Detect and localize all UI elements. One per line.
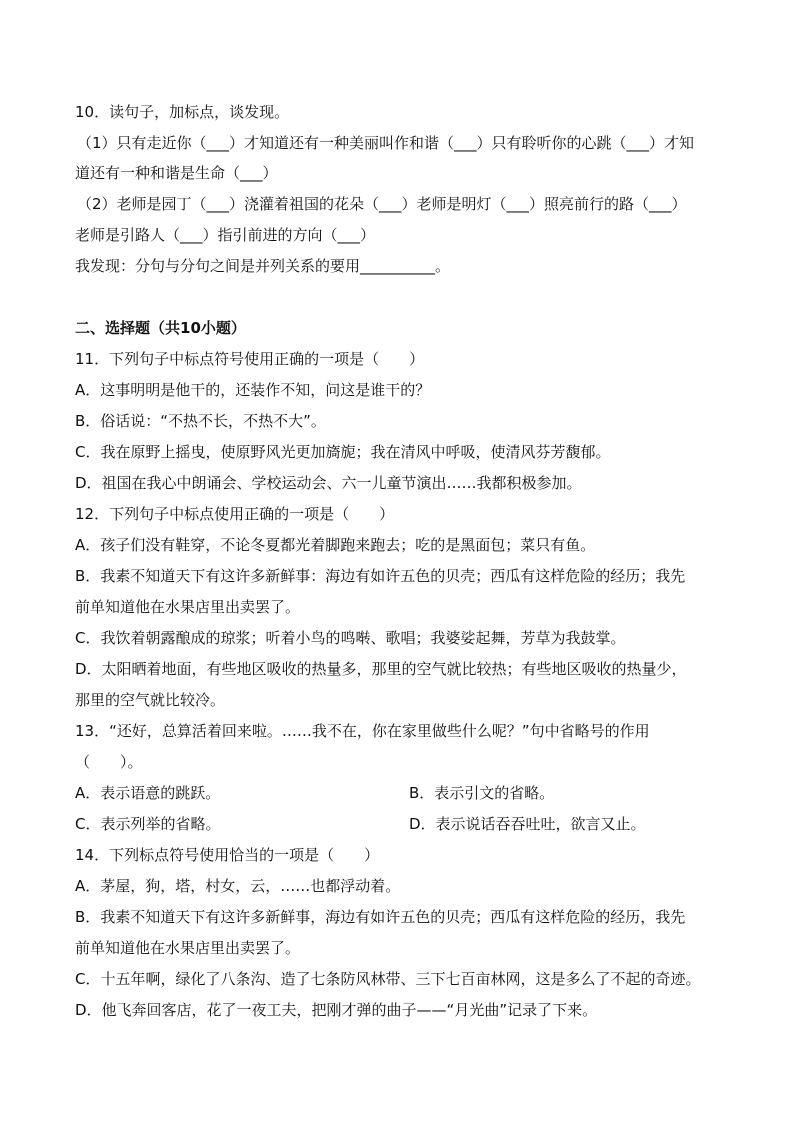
q13-stem-line1: 13．“还好，总算活着回来啦。……我不在，你在家里做些什么呢？”句中省略号的作用 xyxy=(75,722,650,740)
q12-option-c: C．我饮着朝露酿成的琼浆；听着小鸟的鸣啭、歌唱；我婆娑起舞，芳草为我鼓掌。 xyxy=(75,629,626,647)
q14-option-a: A．茅屋，狗，塔，村女，云，……也都浮动着。 xyxy=(75,877,401,895)
q13-option-d: D．表示说话吞吞吐吐，欲言又止。 xyxy=(409,815,646,833)
q10-sentence1-line2: 道还有一种和谐是生命（___） xyxy=(75,164,278,182)
q10-finding: 我发现：分句与分句之间是并列关系的要用__________。 xyxy=(75,257,451,275)
q10-title: 10．读句子，加标点，谈发现。 xyxy=(75,103,290,121)
q10-sentence2-line1: （2）老师是园丁（___）浇灌着祖国的花朵（___）老师是明灯（___）照亮前行的路（___） xyxy=(77,195,687,213)
q11-option-c: C．我在原野上摇曳，使原野风光更加旖旎；我在清风中呼吸，使清风芬芳馥郁。 xyxy=(75,443,611,461)
q12-option-b-line2: 前单知道他在水果店里出卖罢了。 xyxy=(75,598,301,616)
q10-sentence1-line1: （1）只有走近你（___）才知道还有一种美丽叫作和谐（___）只有聆听你的心跳（___）才知 xyxy=(77,134,695,152)
q14-option-c: C．十五年啊，绿化了八条沟、造了七条防风林带、三下七百亩林网，这是多么了不起的奇迹。 xyxy=(75,970,701,988)
q10-sentence2-line2: 老师是引路人（___）指引前进的方向（___） xyxy=(75,226,376,244)
q11-stem: 11．下列句子中标点符号使用正确的一项是（ ） xyxy=(75,350,425,368)
q13-options-row2 xyxy=(75,814,735,834)
q14-option-b-line2: 前单知道他在水果店里出卖罢了。 xyxy=(75,939,301,957)
q11-option-d: D．祖国在我心中朗诵会、学校运动会、六一儿童节演出……我都积极参加。 xyxy=(75,474,582,492)
q12-option-d-line1: D．太阳晒着地面，有些地区吸收的热量多，那里的空气就比较热；有些地区吸收的热量少， xyxy=(75,660,687,678)
q13-option-a: A．表示语意的跳跃。 xyxy=(75,784,221,802)
q13-option-c: C．表示列举的省略。 xyxy=(75,815,221,833)
q12-option-b-line1: B．我素不知道天下有这许多新鲜事：海边有如许五色的贝壳；西瓜有这样危险的经历；我先 xyxy=(75,567,686,585)
q12-stem: 12．下列句子中标点使用正确的一项是（ ） xyxy=(75,505,395,523)
q12-option-a: A．孩子们没有鞋穿，不论冬夏都光着脚跑来跑去；吃的是黑面包；菜只有鱼。 xyxy=(75,536,596,554)
q14-option-b-line1: B．我素不知道天下有这许多新鲜事，海边有如许五色的贝壳；西瓜有这样危险的经历，我先 xyxy=(75,908,686,926)
q14-stem: 14．下列标点符号使用恰当的一项是（ ） xyxy=(75,846,380,864)
q13-stem-line2: （ ）。 xyxy=(75,753,143,771)
q14-option-d: D．他飞奔回客店，花了一夜工夫，把刚才弹的曲子——“月光曲”记录了下来。 xyxy=(75,1001,598,1019)
q13-options-row1 xyxy=(75,783,735,803)
q11-option-a: A．这事明明是他干的，还装作不知，问这是谁干的？ xyxy=(75,381,431,399)
q12-option-d-line2: 那里的空气就比较冷。 xyxy=(75,691,226,709)
q13-option-b: B．表示引文的省略。 xyxy=(409,784,555,802)
q11-option-b: B．俗话说：“不热不长，不热不大”。 xyxy=(75,412,326,430)
section2-title: 二、选择题（共10小题） xyxy=(75,319,246,337)
